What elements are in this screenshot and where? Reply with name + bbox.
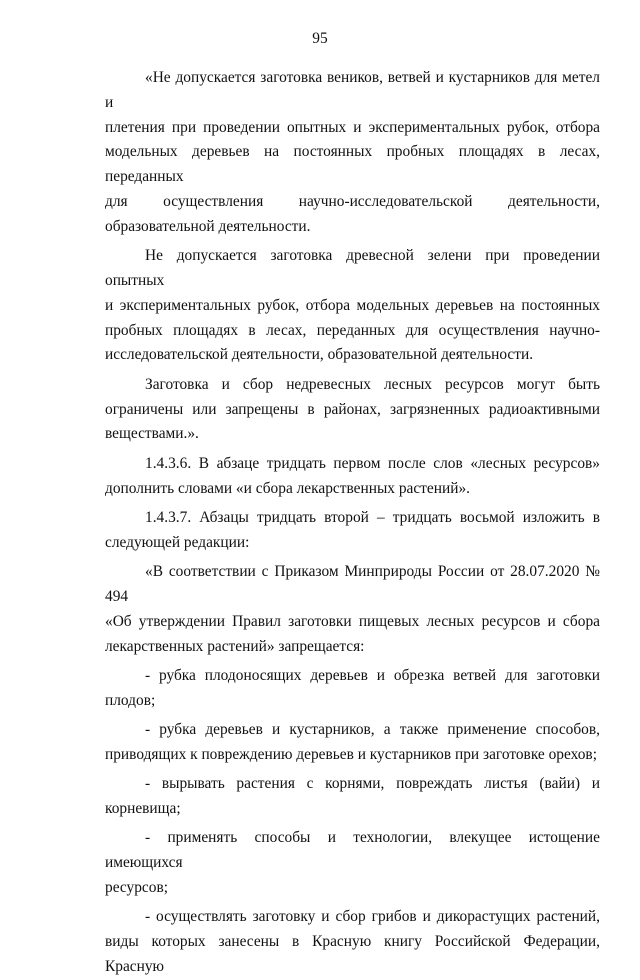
text-line: 1.4.3.6. В абзаце тридцать первом после слов «лесных ресурсов» [145, 454, 600, 472]
text-line: плодов; [105, 691, 156, 709]
text-line: для осуществления научно-исследовательской деятельности, [105, 192, 600, 210]
text-line: приводящих к повреждению деревьев и кустарников при заготовке орехов; [105, 745, 597, 763]
text-line: ограничены или запрещены в районах, загрязненных радиоактивными [105, 400, 600, 418]
text-line: Не допускается заготовка древесной зелени при проведении опытных [105, 247, 600, 289]
text-line: плетения при проведении опытных и экспериментальных рубок, отбора [105, 118, 600, 136]
text-line: виды которых занесены в Красную книгу Российской Федерации, Красную [105, 933, 600, 976]
paragraph [105, 452, 600, 502]
paragraph [105, 664, 600, 714]
text-line: Заготовка и сбор недревесных лесных ресурсов могут быть [145, 375, 600, 393]
text-line: образовательной деятельности. [105, 217, 311, 235]
text-line: следующей редакции: [105, 533, 250, 551]
text-line: дополнить словами «и сбора лекарственных растений». [105, 479, 470, 497]
text-line: веществами.». [105, 425, 199, 443]
paragraph [105, 772, 600, 822]
paragraph [105, 66, 600, 240]
text-line: и экспериментальных рубок, отбора модельных деревьев на постоянных [105, 296, 600, 314]
paragraph [105, 373, 600, 447]
page-number: 95 [312, 30, 328, 47]
text-line: - применять способы и технологии, влекущее истощение имеющихся [105, 829, 600, 872]
paragraph [105, 506, 600, 556]
paragraph [105, 826, 600, 900]
text-line: «В соответствии с Приказом Минприроды России от 28.07.2020 № 494 [105, 563, 600, 605]
text-line: - рубка деревьев и кустарников, а также применение способов, [145, 721, 600, 739]
text-line: 1.4.3.7. Абзацы тридцать второй – тридцать восьмой изложить в [145, 508, 600, 526]
text-line: «Не допускается заготовка веников, ветвей и кустарников для метел и [105, 69, 600, 111]
text-line: «Об утверждении Правил заготовки пищевых лесных ресурсов и сбора [105, 612, 600, 630]
text-line: ресурсов; [105, 879, 168, 897]
paragraph [105, 905, 600, 979]
paragraph [105, 560, 600, 659]
paragraph [105, 718, 600, 768]
text-line: лекарственных растений» запрещается: [105, 637, 365, 655]
document-body [105, 66, 600, 980]
text-line: модельных деревьев на постоянных пробных площадях в лесах, переданных [105, 143, 600, 186]
paragraph [105, 244, 600, 368]
text-line: - осуществлять заготовку и сбор грибов и дикорастущих растений, [145, 908, 600, 926]
text-line: - вырывать растения с корнями, повреждать листья (вайи) и [145, 775, 600, 793]
text-line: корневища; [105, 800, 181, 818]
text-line: исследовательской деятельности, образовательной деятельности. [105, 346, 534, 364]
text-line: пробных площадях в лесах, переданных для осуществления научно- [105, 321, 600, 339]
text-line: - рубка плодоносящих деревьев и обрезка ветвей для заготовки [145, 666, 600, 684]
